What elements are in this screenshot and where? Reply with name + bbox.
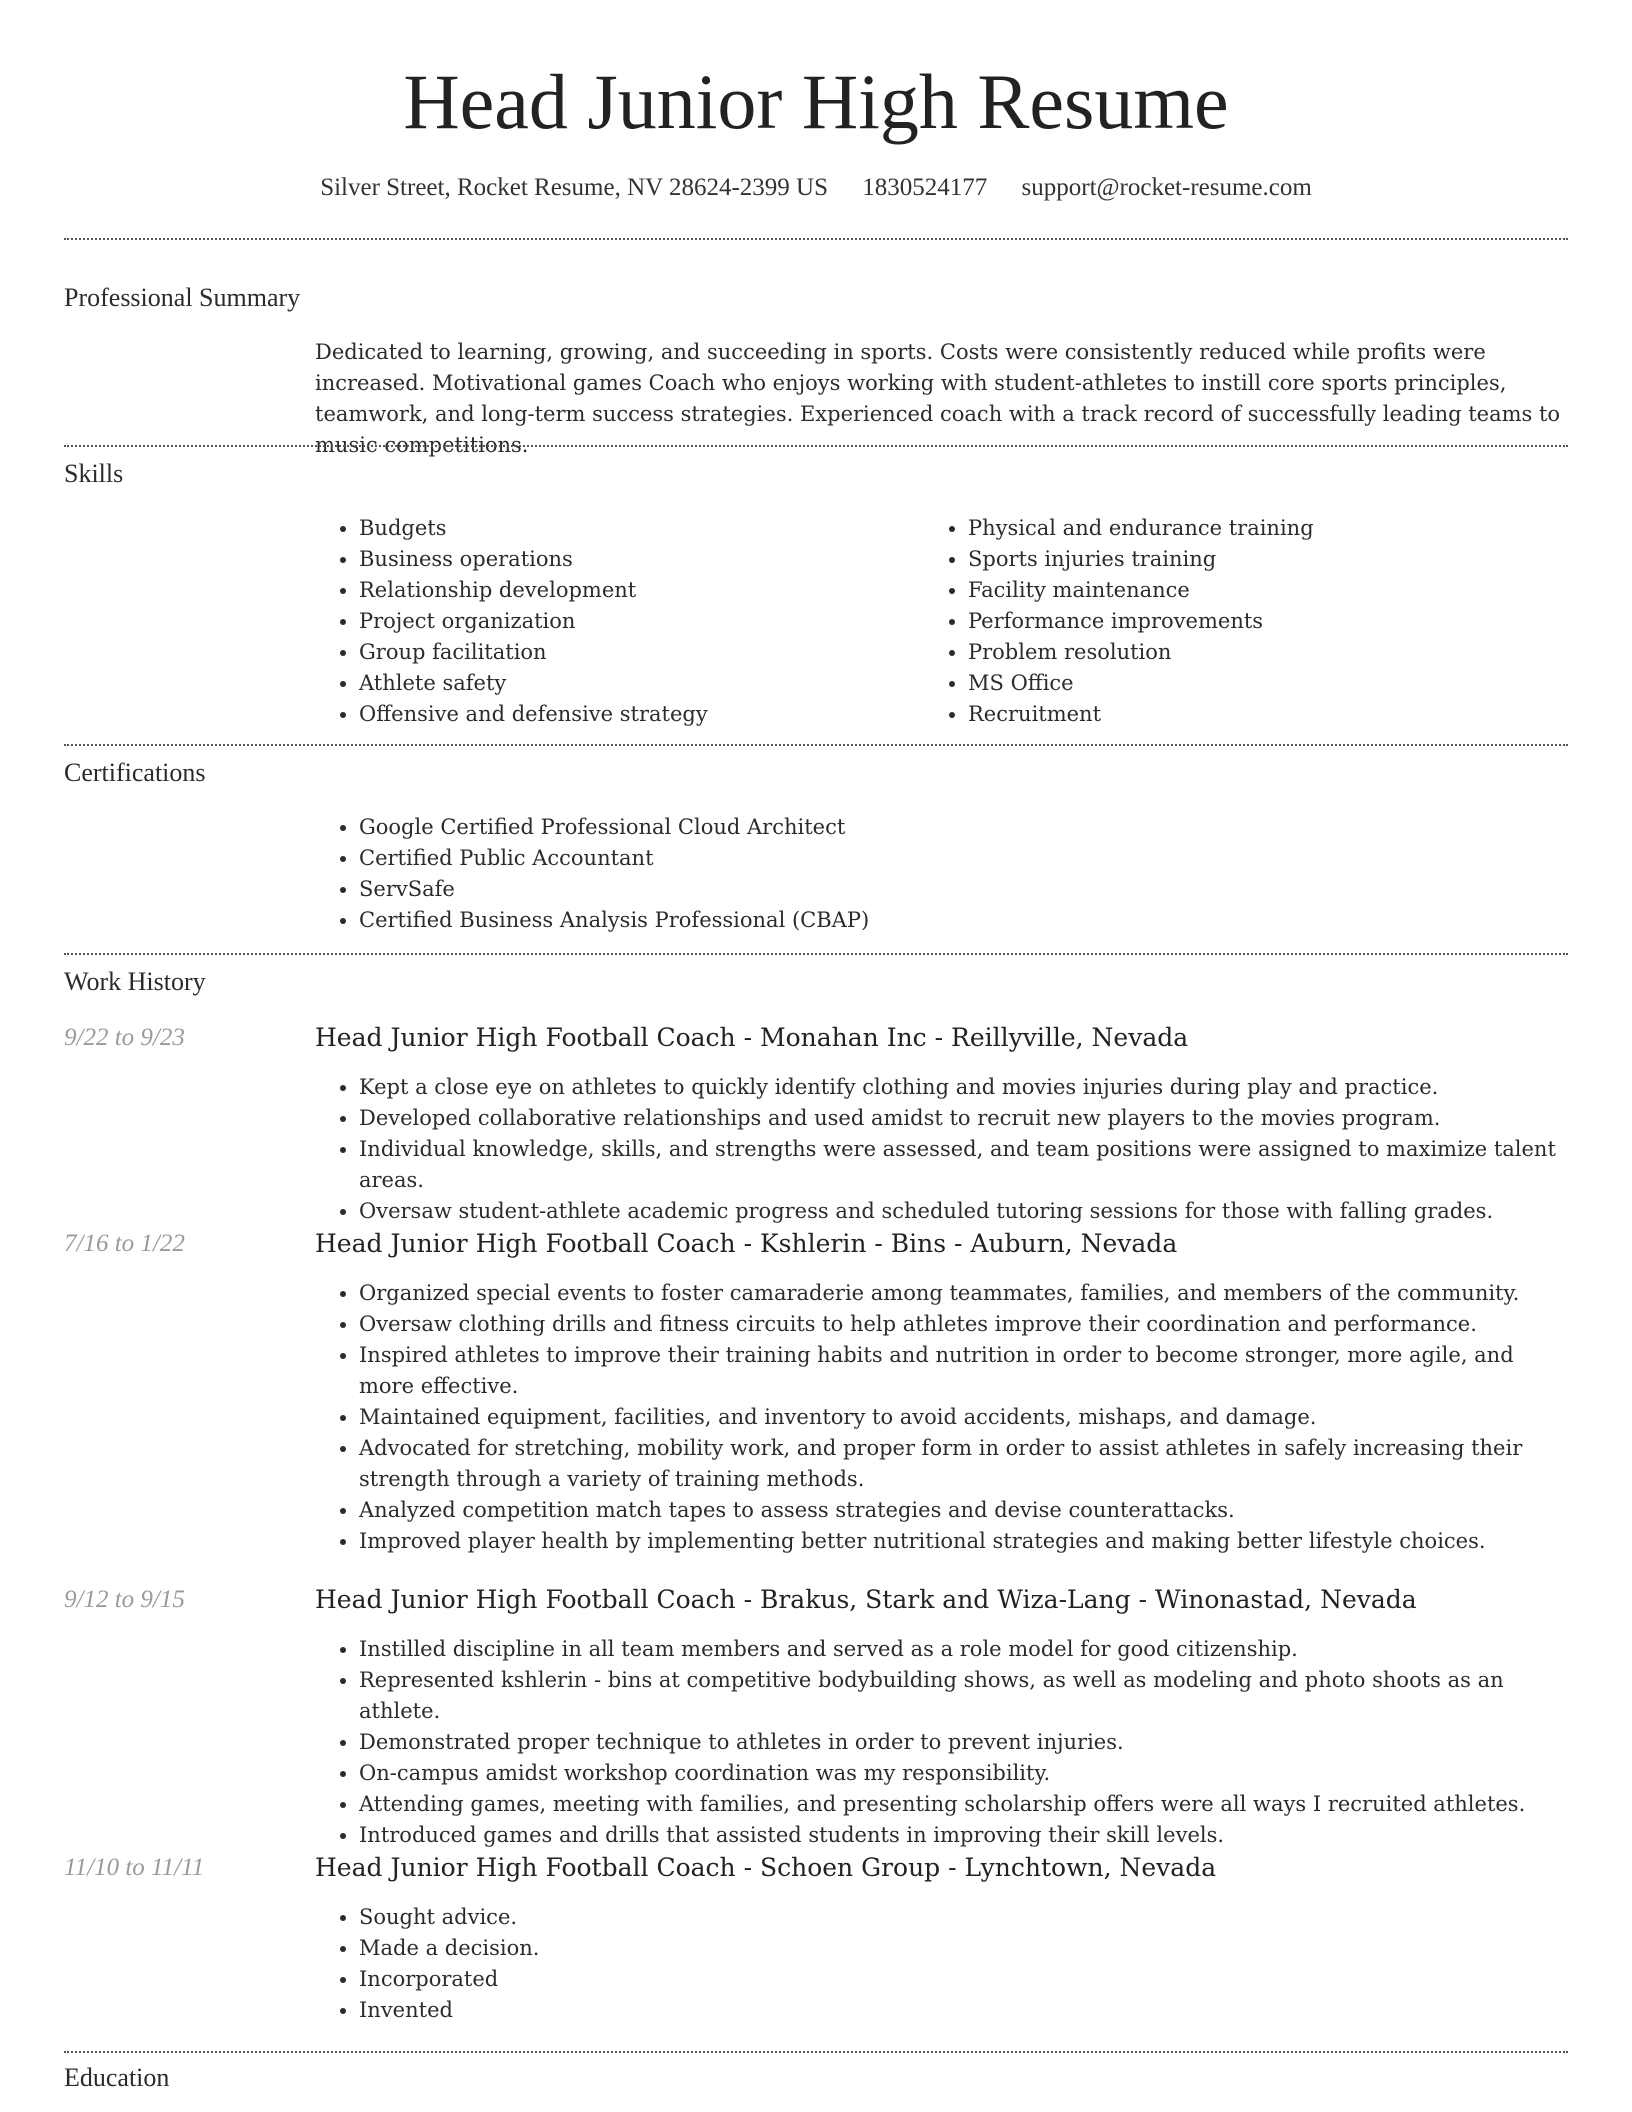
job-bullet: • Invented xyxy=(359,1995,1570,2026)
contact-line xyxy=(0,170,1632,206)
job-bullets xyxy=(315,1278,1570,1557)
job-bullet: • Oversaw student-athlete academic progress and scheduled tutoring sessions for those with falling grades. xyxy=(359,1196,1570,1227)
job-bullet: • Maintained equipment, facilities, and inventory to avoid accidents, mishaps, and damage. xyxy=(359,1402,1570,1433)
job-bullet: • Incorporated xyxy=(359,1964,1570,1995)
skill-item: • Physical and endurance training xyxy=(968,513,1564,544)
skill-item: • Business operations xyxy=(359,544,915,575)
job-bullets xyxy=(315,1902,1570,2026)
job-bullet: • Improved player health by implementing better nutritional strategies and making better lifestyle choices. xyxy=(359,1526,1570,1557)
job-bullets xyxy=(315,1072,1570,1227)
divider xyxy=(64,445,1568,447)
job-bullet: • Demonstrated proper technique to athletes in order to prevent injuries. xyxy=(359,1727,1570,1758)
resume-title: Head Junior High Resume xyxy=(403,58,1229,145)
certifications-list xyxy=(315,812,1565,936)
section-title-education: Education xyxy=(64,2063,170,2092)
job-heading xyxy=(315,1226,1570,1262)
job-dates: 9/22 to 9/23 xyxy=(64,1024,185,1051)
job-bullet: • Represented kshlerin - bins at competitive bodybuilding shows, as well as modeling and photo shoots as an athlete. xyxy=(359,1665,1570,1727)
job-employer: - Kshlerin - Bins - Auburn, Nevada xyxy=(735,1229,1178,1258)
job-employer: - Brakus, Stark and Wiza-Lang - Winonastad, Nevada xyxy=(735,1585,1417,1614)
job-bullet: • Developed collaborative relationships and used amidst to recruit new players to the movies program. xyxy=(359,1103,1570,1134)
certification-item: • Google Certified Professional Cloud Architect xyxy=(359,812,1565,843)
job-bullet: • Attending games, meeting with families, and presenting scholarship offers were all ways I recruited athletes. xyxy=(359,1789,1570,1820)
job-bullet: • Instilled discipline in all team members and served as a role model for good citizenship. xyxy=(359,1634,1570,1665)
job-dates: 9/12 to 9/15 xyxy=(64,1586,185,1613)
skill-item: • Budgets xyxy=(359,513,915,544)
email: support@rocket-resume.com xyxy=(1021,174,1312,201)
job-heading xyxy=(315,1850,1570,1886)
job-bullet: • Sought advice. xyxy=(359,1902,1570,1933)
divider xyxy=(64,238,1568,240)
certification-item: • Certified Public Accountant xyxy=(359,843,1565,874)
skill-item: • MS Office xyxy=(968,668,1564,699)
skill-item: • Relationship development xyxy=(359,575,915,606)
job-title: Head Junior High Football Coach xyxy=(315,1023,736,1052)
job-bullet: • Individual knowledge, skills, and strengths were assessed, and team positions were assigned to maximize talent areas. xyxy=(359,1134,1570,1196)
address: Silver Street, Rocket Resume, NV 28624-2399 US xyxy=(320,174,829,201)
divider xyxy=(64,744,1568,746)
job-bullet: • Analyzed competition match tapes to assess strategies and devise counterattacks. xyxy=(359,1495,1570,1526)
job-dates: 7/16 to 1/22 xyxy=(64,1230,185,1257)
job-title: Head Junior High Football Coach xyxy=(315,1585,736,1614)
skill-item: • Group facilitation xyxy=(359,637,915,668)
job-heading xyxy=(315,1020,1570,1056)
certification-item: • Certified Business Analysis Professional (CBAP) xyxy=(359,905,1565,936)
job-title: Head Junior High Football Coach xyxy=(315,1853,736,1882)
job-bullet: • Oversaw clothing drills and fitness circuits to help athletes improve their coordination and performance. xyxy=(359,1309,1570,1340)
job-bullet: • On-campus amidst workshop coordination was my responsibility. xyxy=(359,1758,1570,1789)
job-employer: - Schoen Group - Lynchtown, Nevada xyxy=(735,1853,1217,1882)
job-dates: 11/10 to 11/11 xyxy=(64,1854,205,1881)
skill-item: • Recruitment xyxy=(968,699,1564,730)
job-bullet: • Introduced games and drills that assisted students in improving their skill levels. xyxy=(359,1820,1570,1851)
job-employer: - Monahan Inc - Reillyville, Nevada xyxy=(735,1023,1189,1052)
skill-item: • Offensive and defensive strategy xyxy=(359,699,915,730)
job-bullets xyxy=(315,1634,1570,1851)
skills-right-column xyxy=(924,513,1564,730)
job-bullet: • Kept a close eye on athletes to quickly identify clothing and movies injuries during play and practice. xyxy=(359,1072,1570,1103)
job-title: Head Junior High Football Coach xyxy=(315,1229,736,1258)
section-title-skills: Skills xyxy=(64,459,124,488)
skill-item: • Athlete safety xyxy=(359,668,915,699)
section-title-certifications: Certifications xyxy=(64,758,206,787)
skill-item: • Sports injuries training xyxy=(968,544,1564,575)
divider xyxy=(64,953,1568,955)
job-bullet: • Made a decision. xyxy=(359,1933,1570,1964)
skill-item: • Performance improvements xyxy=(968,606,1564,637)
certification-item: • ServSafe xyxy=(359,874,1565,905)
job-bullet: • Inspired athletes to improve their training habits and nutrition in order to become stronger, more agile, and more effective. xyxy=(359,1340,1570,1402)
job-bullet: • Organized special events to foster camaraderie among teammates, families, and members of the community. xyxy=(359,1278,1570,1309)
job-heading xyxy=(315,1582,1570,1618)
phone: 1830524177 xyxy=(862,174,988,201)
section-title-summary: Professional Summary xyxy=(64,283,301,312)
divider xyxy=(64,2051,1568,2053)
job-bullet: • Advocated for stretching, mobility work, and proper form in order to assist athletes in safely increasing their strength through a variety of training methods. xyxy=(359,1433,1570,1495)
summary-text: Dedicated to learning, growing, and succeeding in sports. Costs were consistently reduced while profits were increased. Motivational games Coach who enjoys working with student-athletes to instill core sports principles, teamwork, and long-term success strategies. Experienced coach with a track record of successfully leading teams to music competitions. xyxy=(315,340,1561,457)
skill-item: • Facility maintenance xyxy=(968,575,1564,606)
skill-item: • Problem resolution xyxy=(968,637,1564,668)
section-title-work-history: Work History xyxy=(64,967,206,996)
skill-item: • Project organization xyxy=(359,606,915,637)
skills-left-column xyxy=(315,513,915,730)
